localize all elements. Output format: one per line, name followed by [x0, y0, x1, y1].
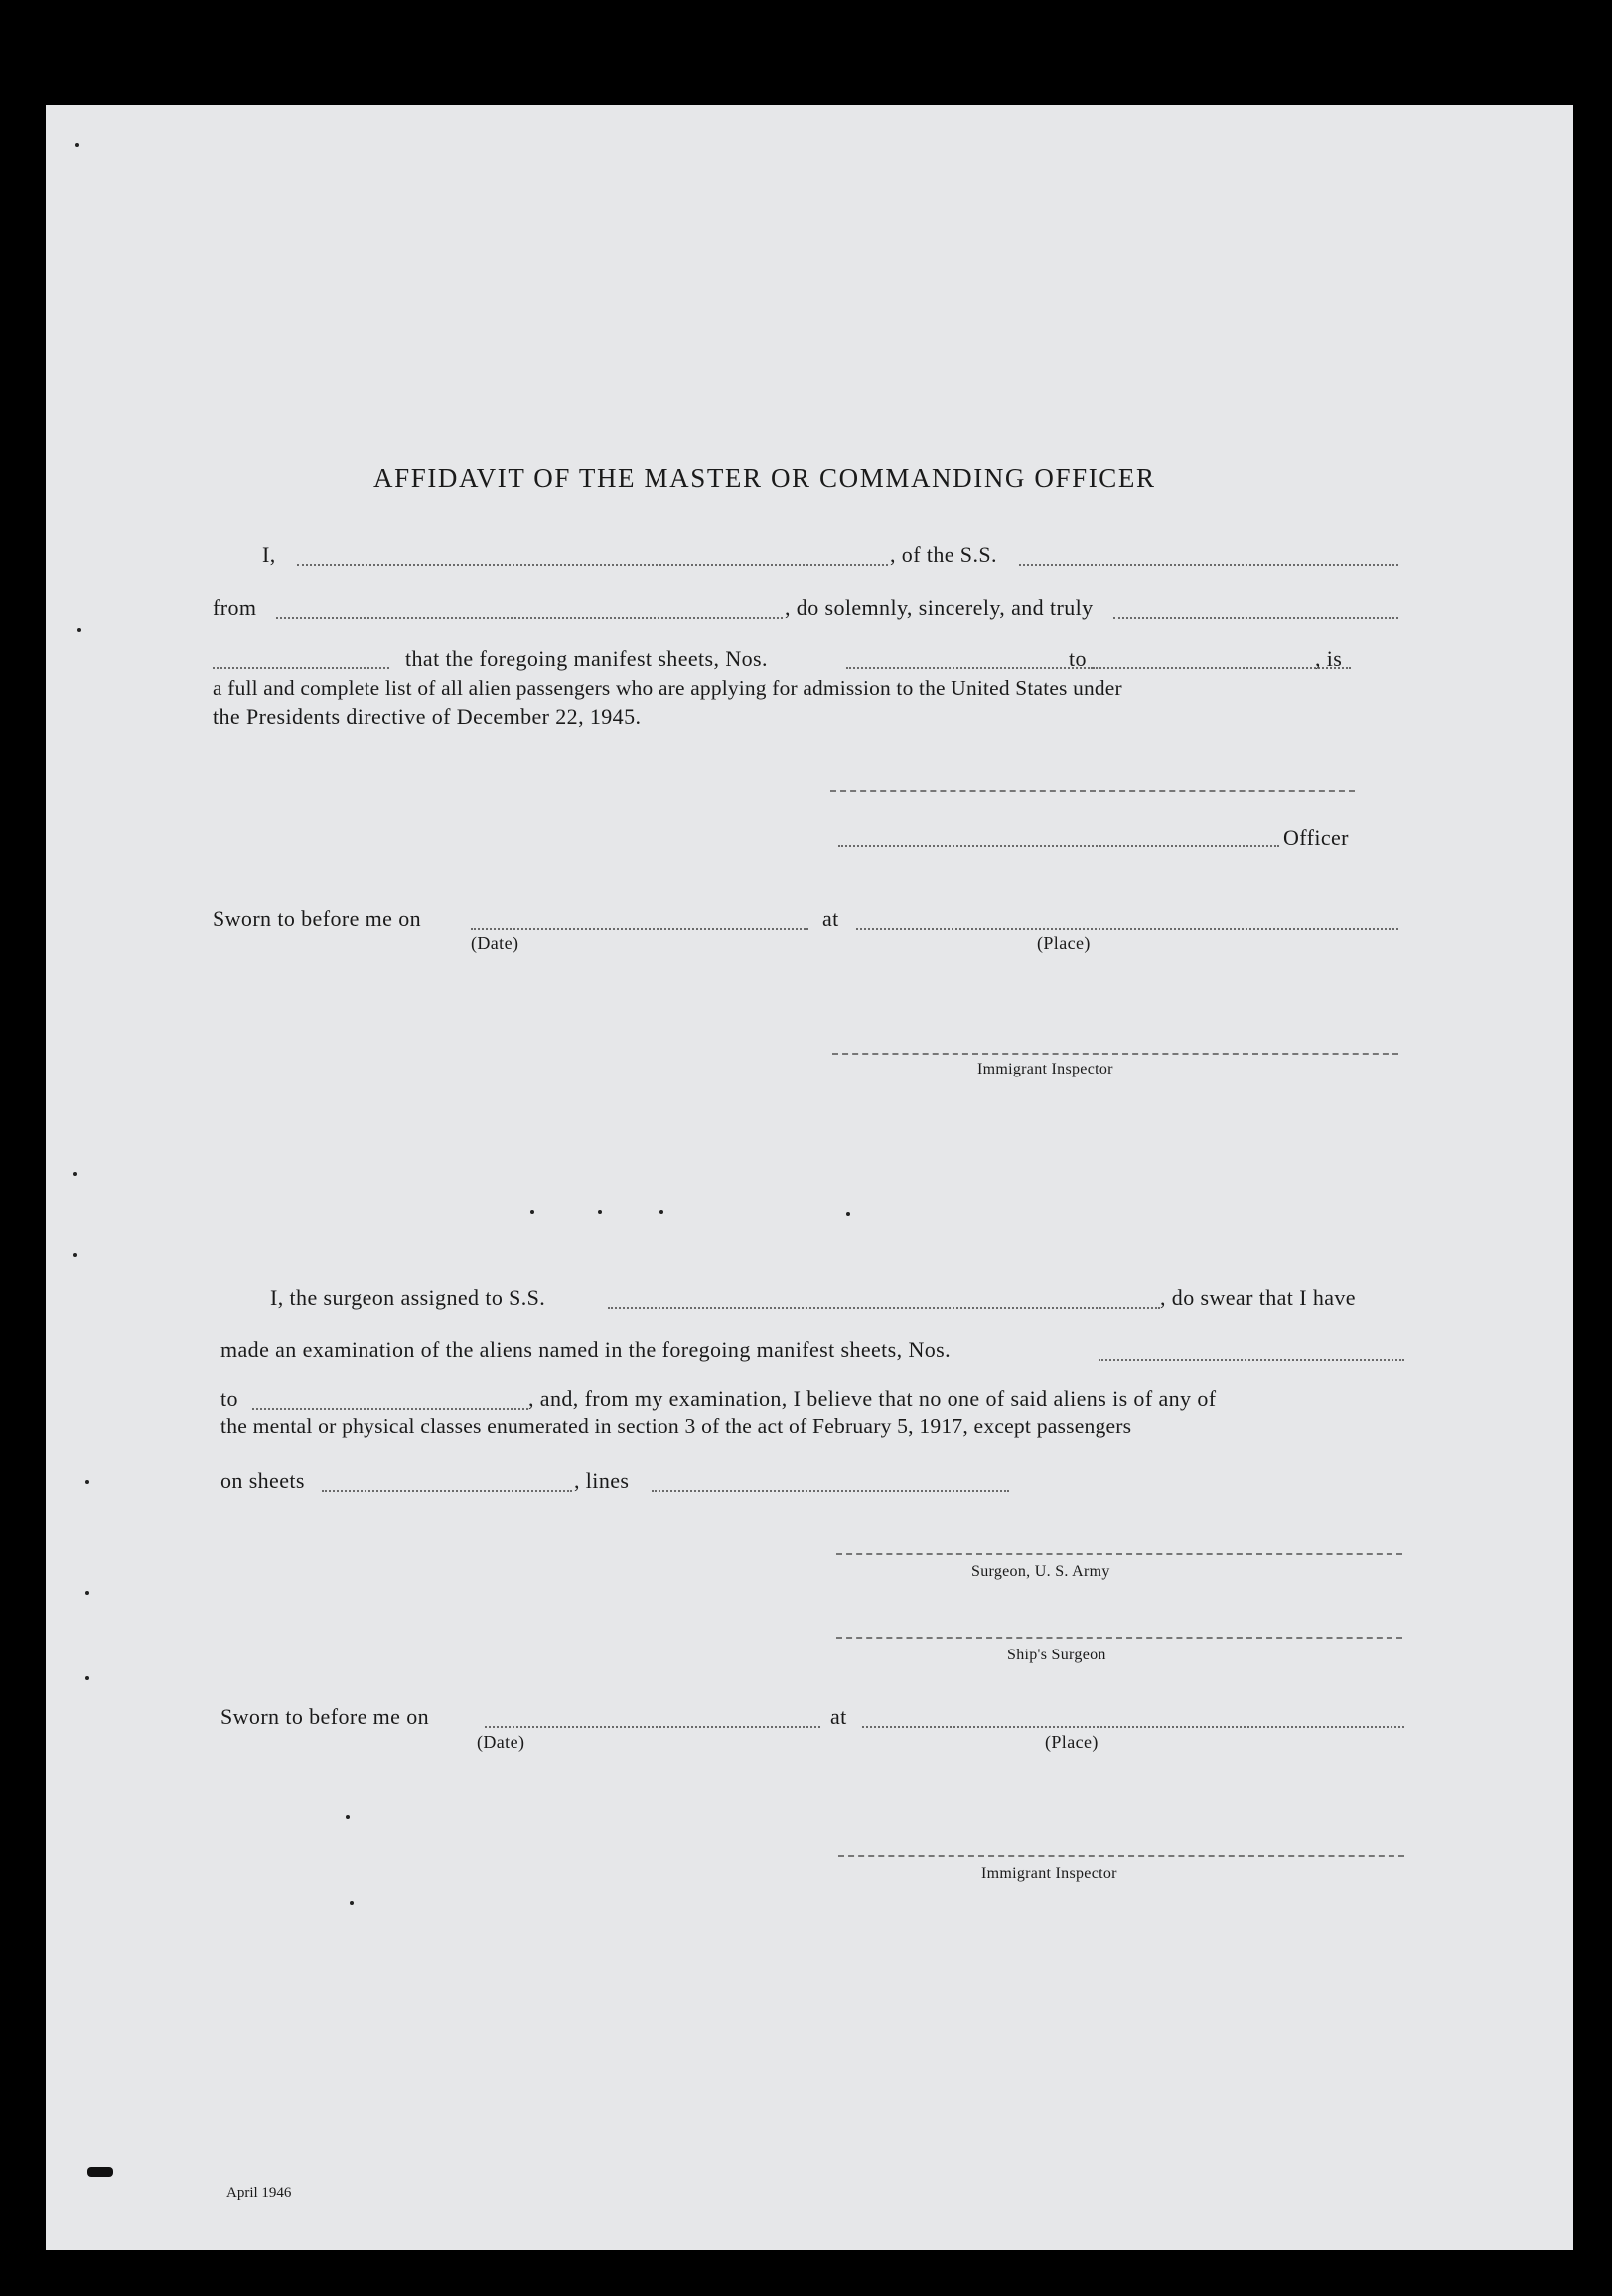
sworn-place-field-1[interactable]: [856, 928, 1398, 930]
scan-speck: [85, 1591, 89, 1595]
is-text: , is: [1315, 646, 1343, 671]
place-caption-1: (Place): [1037, 933, 1091, 953]
affirm-field[interactable]: [213, 667, 389, 669]
sworn-date-field-1[interactable]: [471, 928, 808, 930]
sworn-at-1: at: [822, 906, 839, 931]
scan-speck: [75, 143, 79, 147]
to-label: to: [1069, 646, 1087, 671]
surgeon-sheets-from-field[interactable]: [1099, 1359, 1404, 1361]
surgeon-to-label: to: [220, 1386, 238, 1411]
sheets-from-field[interactable]: [846, 667, 1093, 669]
ship-surgeon-caption: Ship's Surgeon: [1007, 1647, 1106, 1663]
inspector-caption-1: Immigrant Inspector: [977, 1061, 1113, 1077]
place-caption-2: (Place): [1045, 1732, 1099, 1752]
excepted-sheets-field[interactable]: [322, 1490, 572, 1492]
scan-speck: [85, 1480, 89, 1484]
army-surgeon-caption: Surgeon, U. S. Army: [971, 1563, 1110, 1580]
surgeon-line-3: , and, from my examination, I believe that no one of said aliens is of any of: [528, 1386, 1217, 1411]
inspector-signature-line-2[interactable]: [838, 1855, 1404, 1857]
surgeon-ship-field[interactable]: [608, 1307, 1160, 1309]
sworn-place-field-2[interactable]: [862, 1726, 1404, 1728]
surgeon-line-4: the mental or physical classes enumerated in section 3 of the act of February 5, 1917, except passengers: [220, 1414, 1132, 1438]
sworn-at-2: at: [830, 1704, 847, 1729]
excepted-lines-field[interactable]: [652, 1490, 1009, 1492]
surgeon-line-1-start: I, the surgeon assigned to S.S.: [270, 1285, 546, 1310]
scan-mark: [87, 2167, 113, 2177]
inspector-caption-2: Immigrant Inspector: [981, 1865, 1117, 1882]
swear-field[interactable]: [1113, 617, 1398, 619]
scan-speck: [350, 1901, 354, 1905]
sworn-text-2: Sworn to before me on: [220, 1704, 430, 1729]
statement-line-2: the Presidents directive of December 22, 1945.: [213, 704, 642, 729]
surgeon-lines-label: , lines: [574, 1468, 630, 1493]
scan-speck: [659, 1210, 663, 1214]
surgeon-sheets-to-field[interactable]: [252, 1408, 528, 1410]
sheets-to-field[interactable]: [1093, 667, 1351, 669]
scan-speck: [846, 1212, 850, 1216]
manifest-text: that the foregoing manifest sheets, Nos.: [405, 646, 768, 671]
date-caption-2: (Date): [477, 1732, 525, 1752]
document-page: [46, 105, 1573, 2250]
affidavit-title: AFFIDAVIT OF THE MASTER OR COMMANDING OFFICER: [373, 463, 1156, 493]
scan-speck: [73, 1172, 77, 1176]
scan-speck: [85, 1676, 89, 1680]
officer-label: Officer: [1283, 825, 1349, 850]
scan-speck: [598, 1210, 602, 1214]
scan-speck: [346, 1815, 350, 1819]
army-surgeon-signature-line[interactable]: [836, 1553, 1402, 1555]
solemnly-text: , do solemnly, sincerely, and truly: [785, 595, 1094, 620]
scan-speck: [73, 1253, 77, 1257]
scan-speck: [530, 1210, 534, 1214]
officer-title-field[interactable]: [838, 845, 1279, 847]
surgeon-line-2: made an examination of the aliens named in the foregoing manifest sheets, Nos.: [220, 1337, 951, 1362]
statement-line-1: a full and complete list of all alien passengers who are applying for admission to the United States under: [213, 676, 1122, 700]
surgeon-sheets-label: on sheets: [220, 1468, 305, 1493]
master-name-field[interactable]: [297, 564, 888, 566]
ship-surgeon-signature-line[interactable]: [836, 1637, 1402, 1639]
date-caption-1: (Date): [471, 933, 519, 953]
sworn-text-1: Sworn to before me on: [213, 906, 422, 931]
sworn-date-field-2[interactable]: [485, 1726, 820, 1728]
ss-label: , of the S.S.: [890, 542, 997, 567]
inspector-signature-line-1[interactable]: [832, 1053, 1398, 1055]
surgeon-line-1-end: , do swear that I have: [1160, 1285, 1356, 1310]
ship-name-field[interactable]: [1019, 564, 1398, 566]
form-date: April 1946: [226, 2185, 292, 2201]
master-i-label: I,: [262, 542, 276, 567]
from-port-field[interactable]: [276, 617, 783, 619]
master-signature-line[interactable]: [830, 790, 1355, 792]
scan-speck: [77, 628, 81, 632]
from-label: from: [213, 595, 257, 620]
